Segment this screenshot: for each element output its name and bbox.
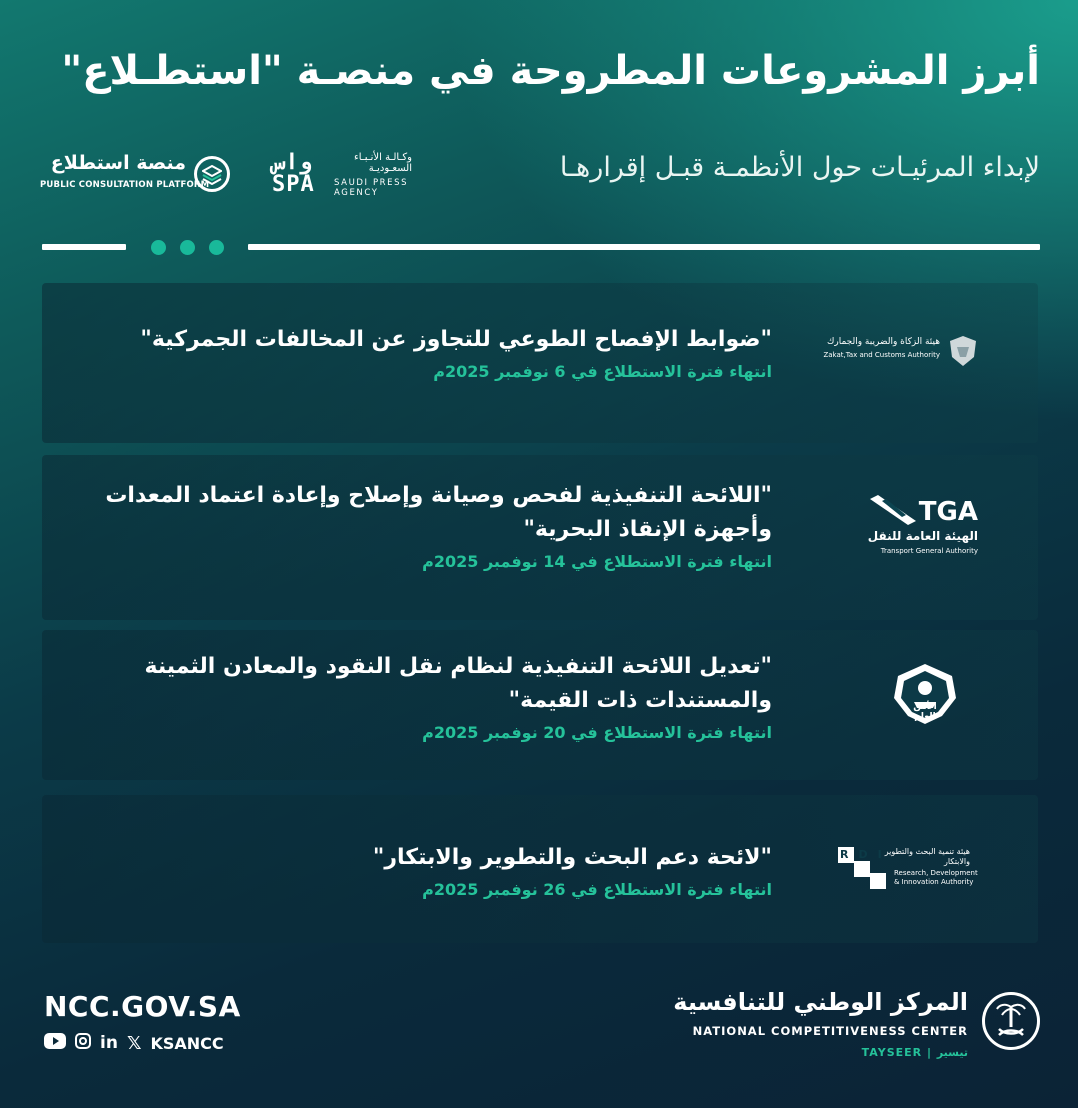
project-text: [82, 323, 772, 385]
project-card: [42, 455, 1038, 620]
saudi-emblem-icon: [982, 992, 1040, 1050]
youtube-icon[interactable]: [44, 1033, 66, 1053]
spa-logo-english: [334, 178, 408, 198]
divider-right: [248, 244, 1040, 250]
spa-logo: [272, 150, 412, 202]
website-link[interactable]: NCC.GOV.SA: [44, 990, 241, 1023]
instagram-icon[interactable]: [75, 1033, 91, 1053]
project-deadline: انتهاء فترة الاستطلاع في 6 نوفمبر 2025م: [433, 362, 772, 381]
spa-logo-mark: [272, 152, 315, 196]
project-text: [82, 841, 772, 903]
tga-logo: [868, 493, 978, 557]
rdia-logo: [828, 845, 988, 891]
zatca-logo-arabic: هيئة الزكاة والضريبة والجمارك: [826, 337, 940, 347]
project-deadline: انتهاء فترة الاستطلاع في 20 نوفمبر 2025م: [422, 723, 772, 742]
linkedin-icon[interactable]: in: [100, 1033, 118, 1053]
project-card: [42, 795, 1038, 943]
social-handle: KSANCC: [150, 1033, 224, 1053]
page-title: أبرز المشروعات المطروحة في منصـة "استطـلاع": [61, 48, 1040, 94]
social-links: [44, 1032, 244, 1054]
project-title: "تعديل اللائحة التنفيذية لنظام نقل النقود والمعادن الثمينة والمستندات ذات القيمة": [144, 654, 772, 713]
project-title: "اللائحة التنفيذية لفحص وصيانة وإصلاح وإعادة اعتماد المعدات وأجهزة الإنقاذ البحرية": [105, 483, 772, 542]
divider-left: [42, 244, 126, 250]
ncc-logo-english: NATIONAL COMPETITIVENESS CENTER: [692, 1024, 968, 1038]
public-security-logo-arabic: الأمن العام: [913, 702, 937, 722]
project-title: "لائحة دعم البحث والتطوير والابتكار": [372, 845, 772, 870]
istitlaa-mark-icon: [194, 156, 230, 192]
project-deadline: انتهاء فترة الاستطلاع في 26 نوفمبر 2025م: [422, 880, 772, 899]
istitlaa-logo-arabic: منصة استطلاع: [50, 152, 186, 174]
divider-dot: [209, 240, 224, 255]
x-icon[interactable]: 𝕏: [126, 1032, 142, 1054]
istitlaa-logo-english: PUBLIC CONSULTATION PLATFORM: [40, 180, 210, 190]
spa-logo-english-line2: AGENCY: [334, 188, 379, 198]
partner-logos: [40, 150, 420, 202]
rdia-logo-english: [894, 869, 978, 887]
ncc-logo-arabic: المركز الوطني للتنافسية: [673, 988, 968, 1016]
project-text: [82, 479, 772, 575]
rdia-logo-english-line1: Research, Development: [894, 869, 978, 877]
zatca-emblem-icon: [948, 335, 978, 367]
tga-road-icon: [868, 493, 920, 527]
istitlaa-logo: [40, 150, 230, 202]
divider-dot: [151, 240, 166, 255]
project-deadline: انتهاء فترة الاستطلاع في 14 نوفمبر 2025م: [422, 552, 772, 571]
project-card: [42, 630, 1038, 780]
public-security-logo: [882, 662, 968, 752]
tayseer-label: TAYSEER | تيسير: [861, 1046, 968, 1059]
tga-logo-english: Transport General Authority: [880, 547, 978, 555]
spa-logo-arabic: وكـالـة الأنـبـاء السعـوديـة: [354, 152, 412, 174]
zatca-logo-english: Zakat,Tax and Customs Authority: [823, 351, 940, 359]
spa-mark-arabic: واس: [272, 150, 312, 175]
rdia-logo-arabic: هيئة تنمية البحث والتطوير والابتكار: [884, 847, 970, 866]
rdia-letters: RDI: [840, 848, 892, 861]
rdia-logo-english-line2: & Innovation Authority: [894, 878, 974, 886]
project-card: [42, 283, 1038, 443]
project-text: [82, 650, 772, 746]
divider-dot: [180, 240, 195, 255]
spa-logo-english-line1: SAUDI PRESS: [334, 178, 409, 188]
tga-logo-arabic: الهيئة العامة للنقل: [867, 529, 978, 543]
ncc-logo: [673, 988, 1040, 1068]
zatca-logo: [823, 333, 978, 373]
page-subtitle: لإبداء المرئيـات حول الأنظمـة قبـل إقرارهـا: [559, 152, 1040, 183]
spa-mark-latin: SPA: [272, 172, 315, 197]
project-title: "ضوابط الإفصاح الطوعي للتجاوز عن المخالفات الجمركية": [140, 327, 772, 352]
tga-logo-short: TGA: [918, 497, 978, 527]
